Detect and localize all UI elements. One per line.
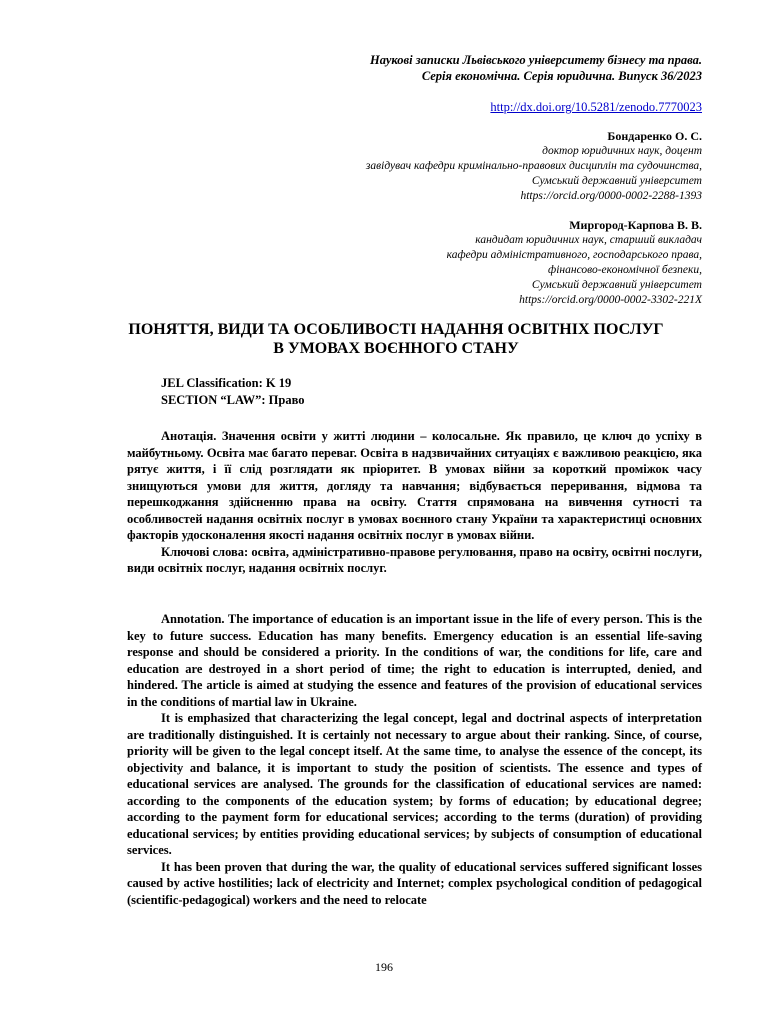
author-degree: доктор юридичних наук, доцент [542, 145, 702, 157]
author-orcid-link[interactable]: https://orcid.org/0000-0002-2288-1393 [520, 190, 702, 202]
article-title [90, 320, 702, 358]
journal-line-2: Серія економічна. Серія юридична. Випуск 36/2023 [421, 69, 702, 83]
author-orcid-link[interactable]: https://orcid.org/0000-0002-3302-221X [519, 294, 702, 306]
author-degree: кандидат юридичних наук, старший викладач [475, 234, 702, 246]
page-number: 196 [375, 960, 393, 974]
author-position-cont: фінансово-економічної безпеки, [548, 264, 702, 276]
author-affiliation: Сумський державний університет [531, 279, 702, 291]
title-line-2: В УМОВАХ ВОЄННОГО СТАНУ [273, 340, 519, 357]
keywords-ua-paragraph: Ключові слова: освіта, адміністративно-правове регулювання, право на освіту, освітні послуги, види освітніх послуг, надання освітніх послуг. [127, 544, 702, 575]
author-position: завідувач кафедри кримінально-правових дисциплін та судочинства, [365, 160, 702, 172]
abstract-en-paragraph: Annotation. The importance of education is an important issue in the life of every person. This is the key to future success. Education has many benefits. Emergency education is an essential life-saving response and should be considered a priority. In the conditions of war, the conditions for life, care and education are destroyed in a short period of time; the right to education is interrupted, denied, and hindered. The article is aimed at studying the essence and features of the provision of educational services in the conditions of martial law in Ukraine. [127, 612, 702, 709]
journal-line-1: Наукові записки Львівського університету бізнесу та права. [370, 53, 702, 67]
author-block-1 [366, 129, 702, 204]
author-block-2 [447, 218, 702, 308]
author-name: Бондаренко О. С. [607, 129, 702, 143]
abstract-ua-paragraph: Анотація. Значення освіти у житті людини – колосальне. Як правило, це ключ до успіху в майбутньому. Освіта має багато переваг. Освіта в надзвичайних ситуаціях є важливою реакцією, яка рятує життя, і її слід розглядати як пріоритет. В умовах війни за короткий проміжок часу знищуються умови для життя, догляду та навчання; відбувається переривання, відмова та перешкоджання здійсненню права на освіту. Стаття спрямована на вивчення сутності та особливостей надання освітніх послуг в умовах воєнного стану України та характеристиці основних факторів удосконалення якості надання освітніх послуг в умовах війни. [127, 429, 702, 542]
author-position: кафедри адміністративного, господарського права, [446, 249, 702, 261]
author-name: Миргород-Карпова В. В. [569, 218, 702, 232]
abstract-english [127, 611, 702, 908]
doi-link[interactable]: http://dx.doi.org/10.5281/zenodo.7770023 [490, 100, 702, 114]
section-label: SECTION “LAW”: Право [161, 392, 305, 407]
author-affiliation: Сумський державний університет [531, 175, 702, 187]
abstract-en-paragraph: It has been proven that during the war, the quality of educational services suffered significant losses caused by active hostilities; lack of electricity and Internet; complex psychological condition of pedagogical (scientific-pedagogical) workers and the need to relocate [127, 859, 702, 907]
title-line-1: ПОНЯТТЯ, ВИДИ ТА ОСОБЛИВОСТІ НАДАННЯ ОСВІТНІХ ПОСЛУГ [128, 321, 664, 338]
classification-block [161, 375, 305, 408]
abstract-en-paragraph: It is emphasized that characterizing the legal concept, legal and doctrinal aspects of interpretation are traditionally distinguished. It is certainly not necessary to argue about their ranking. Since, of course, priority will be given to the legal concept itself. At the same time, to analyse the essence of the concept, its objectivity and balance, it is important to study the position of scientists. The essence and types of educational services are analysed. The grounds for the classification of educational services are named: according to the components of the education system; by forms of education; by educational degree; according to the payment form for educational services; according to the terms (duration) of providing educational services; by entities providing educational services; by subjects of consumption of educational services. [127, 711, 702, 857]
jel-classification: JEL Classification: K 19 [161, 376, 292, 390]
journal-header [370, 52, 702, 84]
abstract-ukrainian [127, 428, 702, 577]
